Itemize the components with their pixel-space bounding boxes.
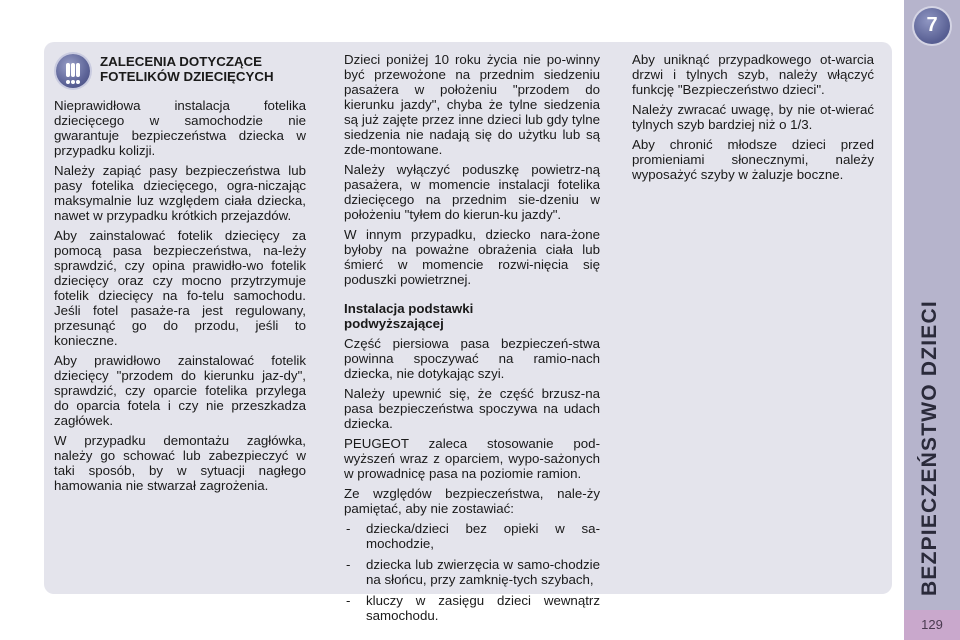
list-item-text: dziecka/dzieci bez opieki w sa-mochodzie,: [366, 521, 600, 551]
paragraph: Nieprawidłowa instalacja fotelika dziecięcego w samochodzie nie gwarantuje bezpieczeństwa dziecka w przypadku kolizji.: [54, 98, 306, 158]
paragraph: Aby chronić młodsze dzieci przed promieniami słonecznymi, należy wyposażyć szyby w żaluzje boczne.: [632, 137, 874, 182]
paragraph: Ze względów bezpieczeństwa, nale-ży pamiętać, aby nie zostawiać:: [344, 486, 600, 516]
content-panel: [44, 42, 892, 623]
page-number: 129: [904, 610, 960, 640]
section-header: [54, 54, 306, 96]
section-title-line-2: FOTELIKÓW DZIECIĘCYCH: [100, 69, 274, 84]
column-3: [632, 52, 874, 187]
list-dash: -: [346, 521, 351, 536]
section-title-line-1: ZALECENIA DOTYCZĄCE: [100, 54, 263, 69]
paragraph: Należy upewnić się, że część brzusz-na pasa bezpieczeństwa spoczywa na udach dziecka.: [344, 386, 600, 431]
warning-icon: [56, 54, 90, 88]
paragraph: W innym przypadku, dziecko nara-żone byłoby na poważne obrażenia ciała lub śmierć w momencie rozwi-nięcia się poduszki powietrznej.: [344, 227, 600, 287]
paragraph: Należy zwracać uwagę, by nie ot-wierać tylnych szyb bardziej niż o 1/3.: [632, 102, 874, 132]
column-2: [344, 52, 600, 629]
list-item: [344, 557, 600, 587]
list-item-text: kluczy w zasięgu dzieci wewnątrz samochodu.: [366, 593, 600, 623]
list-dash: -: [346, 557, 351, 572]
paragraph: Aby zainstalować fotelik dziecięcy za pomocą pasa bezpieczeństwa, na-leży sprawdzić, czy opina prawidło-wo fotelik dziecięcy oraz czy mocno przytrzymuje fotelik dziecięcy na fo-telu samochodu. Jeśli fotel pasaże-ra jest regulowany, przesunąć go do przodu, jeśli to konieczne.: [54, 228, 306, 348]
paragraph: Aby uniknąć przypadkowego ot-warcia drzwi i tylnych szyb, należy włączyć funkcję "Bezpieczeństwo dzieci".: [632, 52, 874, 97]
chapter-number-icon: [914, 8, 950, 44]
list-item-text: dziecka lub zwierzęcia w samo-chodzie na słońcu, przy zamknię-tych szybach,: [366, 557, 600, 587]
list-dash: -: [346, 593, 351, 608]
paragraph: Dzieci poniżej 10 roku życia nie po-winny być przewożone na przednim siedzeniu pasażera w położeniu "przodem do kierunku jazdy", chyba że tylne siedzenia są już zajęte przez inne dzieci lub gdy tylne siedzenia nie nadają się do użytku lub są zde-montowane.: [344, 52, 600, 157]
paragraph: W przypadku demontażu zagłówka, należy go schować lub zabezpieczyć w taki sposób, by w sytuacji nagłego hamowania nie stwarzał zagrożenia.: [54, 433, 306, 493]
subheading-line-2: podwyższającej: [344, 316, 444, 331]
chapter-number: 7: [926, 14, 938, 36]
chapter-sidebar: [904, 0, 960, 640]
paragraph: PEUGEOT zaleca stosowanie pod-wyższeń wraz z oparciem, wypo-sażonych w prowadnicę pasa na poziomie ramion.: [344, 436, 600, 481]
paragraph: Należy zapiąć pasy bezpieczeństwa lub pasy fotelika dziecięcego, ogra-niczając maksymalnie luz względem ciała dziecka, nawet w przypadku krótkich przejazdów.: [54, 163, 306, 223]
paragraph: Część piersiowa pasa bezpieczeń-stwa powinna spoczywać na ramio-nach dziecka, nie dotykając szyi.: [344, 336, 600, 381]
list-item: [344, 593, 600, 623]
list-item: [344, 521, 600, 551]
chapter-title: BEZPIECZEŃSTWO DZIECI: [918, 300, 941, 596]
subheading-line-1: Instalacja podstawki: [344, 301, 474, 316]
warning-list: [344, 521, 600, 623]
subheading: [344, 301, 600, 331]
column-1: [54, 54, 306, 498]
section-title: [100, 54, 310, 84]
paragraph: Należy wyłączyć poduszkę powietrz-ną pasażera, w momencie instalacji fotelika dziecięcego na przednim sie-dzeniu w położeniu "tyłem do kierun-ku jazdy".: [344, 162, 600, 222]
paragraph: Aby prawidłowo zainstalować fotelik dziecięcy "przodem do kierunku jaz-dy", sprawdzić, czy oparcie fotelika przylega do oparcia fotela i czy nie przeszkadza zagłówek.: [54, 353, 306, 428]
